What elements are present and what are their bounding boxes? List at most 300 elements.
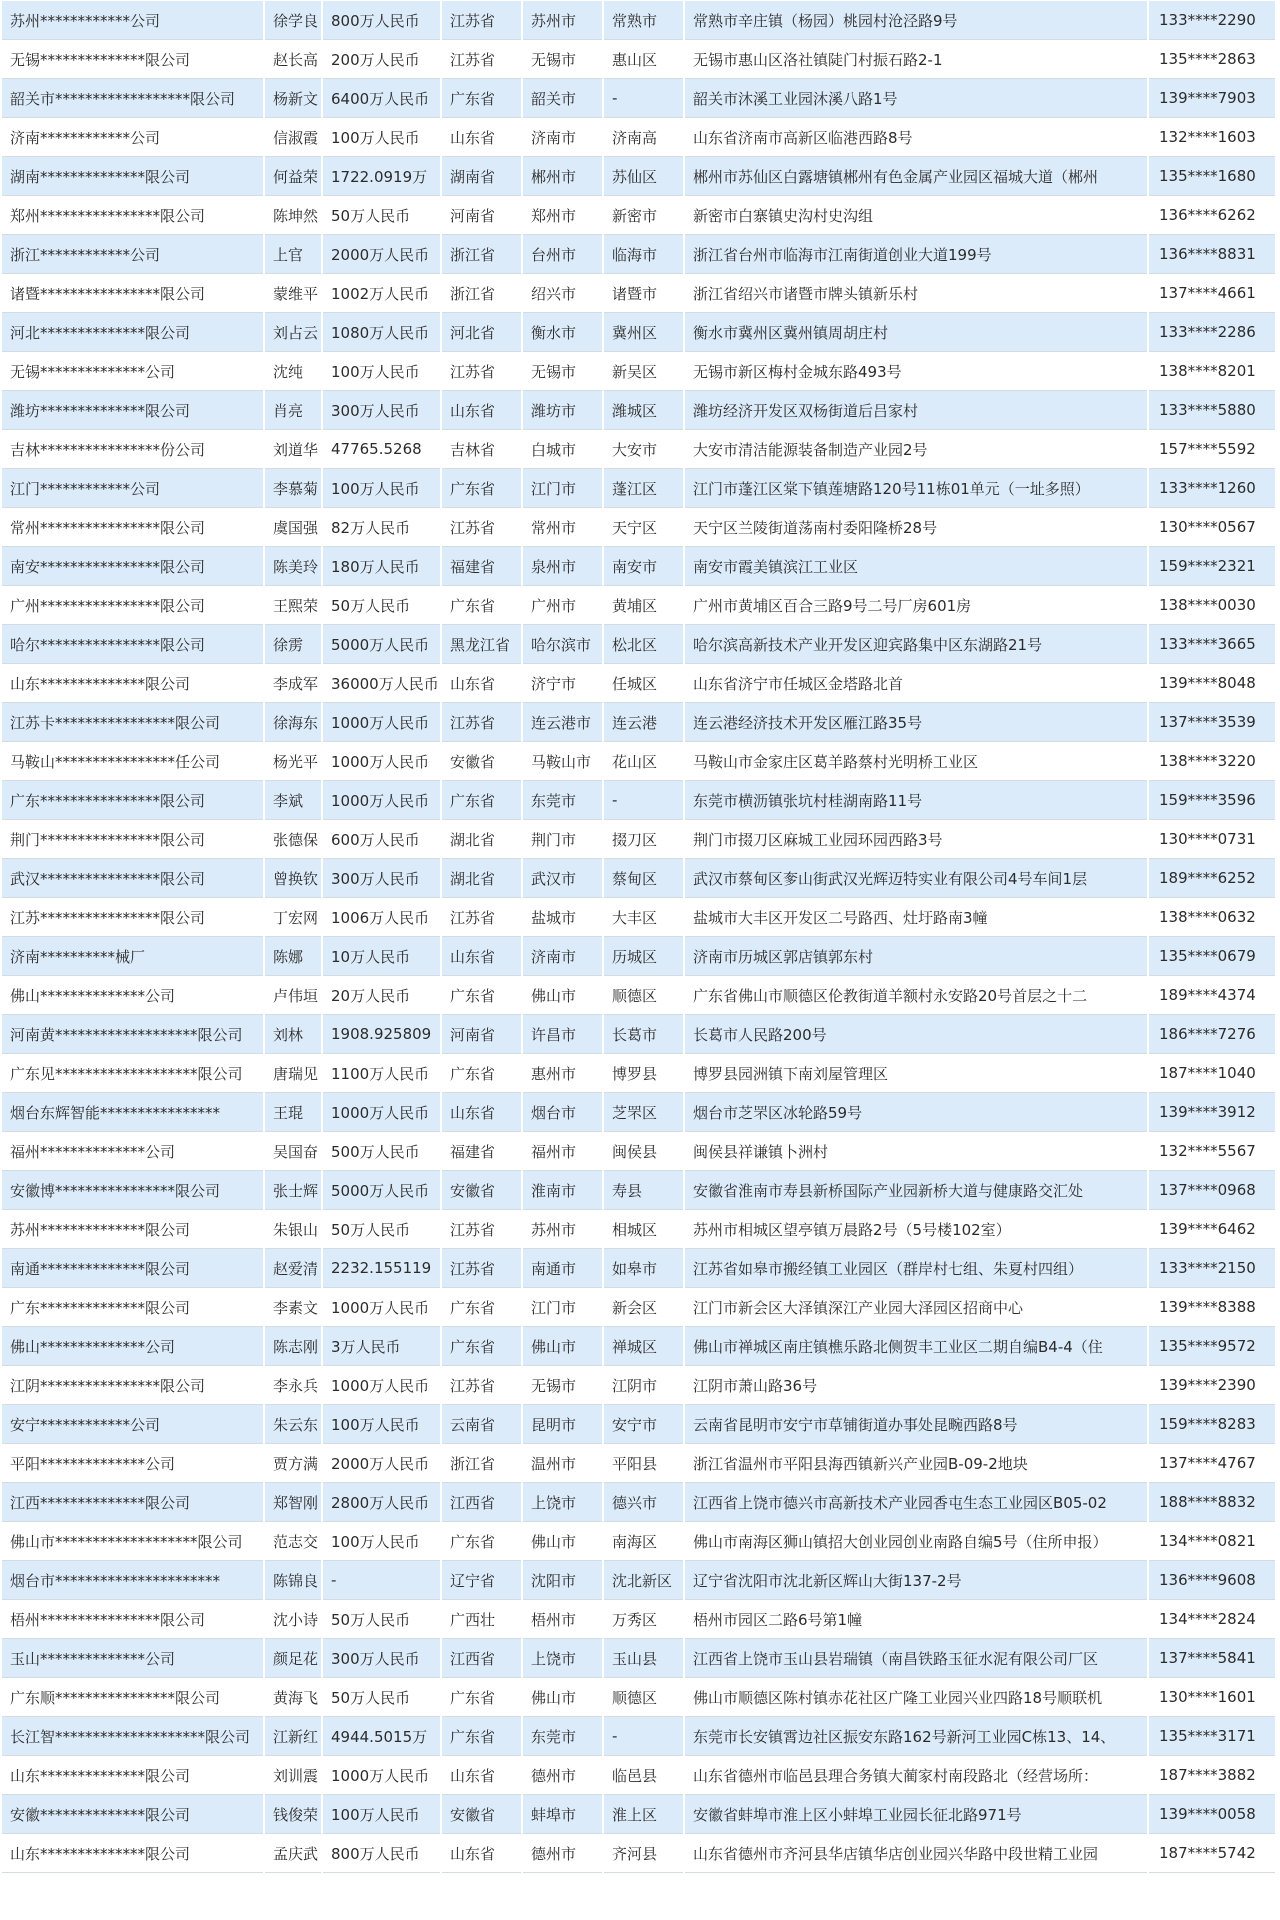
city-cell: 郑州市 [522, 196, 603, 235]
registered-capital-cell: 800万人民币 [322, 1, 441, 40]
table-row [1, 625, 1276, 664]
legal-rep-cell: 陈美玲 [264, 547, 322, 586]
address-cell: 佛山市南海区狮山镇招大创业园创业南路自编5号（住所申报） [684, 1522, 1148, 1561]
registered-capital-cell: 6400万人民币 [322, 79, 441, 118]
phone-cell: 134****0821 [1148, 1522, 1276, 1561]
province-cell: 福建省 [441, 1132, 522, 1171]
city-cell: 江门市 [522, 469, 603, 508]
province-cell: 广东省 [441, 1522, 522, 1561]
province-cell: 江苏省 [441, 1366, 522, 1405]
phone-cell: 132****5567 [1148, 1132, 1276, 1171]
phone-cell: 139****2390 [1148, 1366, 1276, 1405]
address-cell: 佛山市禅城区南庄镇樵乐路北侧贺丰工业区二期自编B4-4（住 [684, 1327, 1148, 1366]
company-name-cell: 佛山**************公司 [1, 1327, 264, 1366]
address-cell: 山东省济宁市任城区金塔路北首 [684, 664, 1148, 703]
phone-cell: 159****2321 [1148, 547, 1276, 586]
province-cell: 广东省 [441, 976, 522, 1015]
district-cell: 禅城区 [603, 1327, 684, 1366]
city-cell: 白城市 [522, 430, 603, 469]
phone-cell: 137****5841 [1148, 1639, 1276, 1678]
registered-capital-cell: - [322, 1561, 441, 1600]
address-cell: 荆门市掇刀区麻城工业园环园西路3号 [684, 820, 1148, 859]
company-name-cell: 济南**********械厂 [1, 937, 264, 976]
address-cell: 江门市蓬江区棠下镇莲塘路120号11栋01单元（一址多照） [684, 469, 1148, 508]
phone-cell: 136****6262 [1148, 196, 1276, 235]
legal-rep-cell: 杨光平 [264, 742, 322, 781]
phone-cell: 132****1603 [1148, 118, 1276, 157]
phone-cell: 187****5742 [1148, 1834, 1276, 1873]
company-name-cell: 安徽**************限公司 [1, 1795, 264, 1834]
table-row [1, 1756, 1276, 1795]
table-row [1, 1561, 1276, 1600]
registered-capital-cell: 5000万人民币 [322, 1171, 441, 1210]
province-cell: 广东省 [441, 1717, 522, 1756]
province-cell: 江苏省 [441, 703, 522, 742]
phone-cell: 134****2824 [1148, 1600, 1276, 1639]
district-cell: 历城区 [603, 937, 684, 976]
address-cell: 博罗县园洲镇下南刘屋管理区 [684, 1054, 1148, 1093]
company-name-cell: 武汉****************限公司 [1, 859, 264, 898]
province-cell: 山东省 [441, 1093, 522, 1132]
district-cell: 惠山区 [603, 40, 684, 79]
registered-capital-cell: 47765.5268 [322, 430, 441, 469]
registered-capital-cell: 2000万人民币 [322, 235, 441, 274]
legal-rep-cell: 陈坤然 [264, 196, 322, 235]
table-row [1, 313, 1276, 352]
company-name-cell: 河北**************限公司 [1, 313, 264, 352]
legal-rep-cell: 徐学良 [264, 1, 322, 40]
address-cell: 无锡市惠山区洛社镇陡门村振石路2-1 [684, 40, 1148, 79]
registered-capital-cell: 50万人民币 [322, 1210, 441, 1249]
address-cell: 江西省上饶市德兴市高新技术产业园香屯生态工业园区B05-02 [684, 1483, 1148, 1522]
table-row [1, 1522, 1276, 1561]
table-row [1, 859, 1276, 898]
phone-cell: 137****3539 [1148, 703, 1276, 742]
registered-capital-cell: 1100万人民币 [322, 1054, 441, 1093]
legal-rep-cell: 刘占云 [264, 313, 322, 352]
city-cell: 梧州市 [522, 1600, 603, 1639]
province-cell: 湖南省 [441, 157, 522, 196]
legal-rep-cell: 虞国强 [264, 508, 322, 547]
address-cell: 江西省上饶市玉山县岩瑞镇（南昌铁路玉征水泥有限公司厂区 [684, 1639, 1148, 1678]
district-cell: 博罗县 [603, 1054, 684, 1093]
company-name-cell: 广州****************限公司 [1, 586, 264, 625]
company-name-cell: 吉林****************份公司 [1, 430, 264, 469]
legal-rep-cell: 赵长高 [264, 40, 322, 79]
table-row [1, 352, 1276, 391]
registered-capital-cell: 100万人民币 [322, 352, 441, 391]
company-name-cell: 南安****************限公司 [1, 547, 264, 586]
district-cell: 临海市 [603, 235, 684, 274]
company-name-cell: 广东**************限公司 [1, 1288, 264, 1327]
company-name-cell: 山东**************限公司 [1, 1834, 264, 1873]
registered-capital-cell: 2232.155119 [322, 1249, 441, 1288]
phone-cell: 138****0030 [1148, 586, 1276, 625]
city-cell: 佛山市 [522, 1327, 603, 1366]
registered-capital-cell: 1002万人民币 [322, 274, 441, 313]
table-row [1, 118, 1276, 157]
table-row [1, 79, 1276, 118]
phone-cell: 137****0968 [1148, 1171, 1276, 1210]
company-name-cell: 无锡**************限公司 [1, 40, 264, 79]
address-cell: 安徽省蚌埠市淮上区小蚌埠工业园长征北路971号 [684, 1795, 1148, 1834]
city-cell: 烟台市 [522, 1093, 603, 1132]
province-cell: 山东省 [441, 1756, 522, 1795]
city-cell: 佛山市 [522, 1678, 603, 1717]
phone-cell: 133****2290 [1148, 1, 1276, 40]
company-name-cell: 济南************公司 [1, 118, 264, 157]
legal-rep-cell: 陈志刚 [264, 1327, 322, 1366]
company-name-cell: 河南黄*******************限公司 [1, 1015, 264, 1054]
registered-capital-cell: 1000万人民币 [322, 703, 441, 742]
company-name-cell: 平阳**************公司 [1, 1444, 264, 1483]
city-cell: 福州市 [522, 1132, 603, 1171]
province-cell: 江苏省 [441, 352, 522, 391]
registered-capital-cell: 1000万人民币 [322, 1093, 441, 1132]
city-cell: 佛山市 [522, 976, 603, 1015]
province-cell: 吉林省 [441, 430, 522, 469]
district-cell: 芝罘区 [603, 1093, 684, 1132]
table-row [1, 1405, 1276, 1444]
legal-rep-cell: 李慕菊 [264, 469, 322, 508]
address-cell: 云南省昆明市安宁市草铺街道办事处昆畹西路8号 [684, 1405, 1148, 1444]
province-cell: 江西省 [441, 1483, 522, 1522]
district-cell: 万秀区 [603, 1600, 684, 1639]
address-cell: 安徽省淮南市寿县新桥国际产业园新桥大道与健康路交汇处 [684, 1171, 1148, 1210]
address-cell: 江苏省如皋市搬经镇工业园区（群岸村七组、朱夏村四组） [684, 1249, 1148, 1288]
province-cell: 江苏省 [441, 1249, 522, 1288]
province-cell: 广东省 [441, 1288, 522, 1327]
city-cell: 常州市 [522, 508, 603, 547]
address-cell: 辽宁省沈阳市沈北新区辉山大街137-2号 [684, 1561, 1148, 1600]
phone-cell: 139****6462 [1148, 1210, 1276, 1249]
district-cell: 南安市 [603, 547, 684, 586]
city-cell: 韶关市 [522, 79, 603, 118]
city-cell: 哈尔滨市 [522, 625, 603, 664]
legal-rep-cell: 李斌 [264, 781, 322, 820]
province-cell: 广西壮 [441, 1600, 522, 1639]
district-cell: 大丰区 [603, 898, 684, 937]
company-name-cell: 江阴****************限公司 [1, 1366, 264, 1405]
city-cell: 昆明市 [522, 1405, 603, 1444]
company-name-cell: 江西**************限公司 [1, 1483, 264, 1522]
province-cell: 山东省 [441, 391, 522, 430]
table-row [1, 1678, 1276, 1717]
phone-cell: 135****3171 [1148, 1717, 1276, 1756]
table-row [1, 1600, 1276, 1639]
city-cell: 马鞍山市 [522, 742, 603, 781]
legal-rep-cell: 何益荣 [264, 157, 322, 196]
address-cell: 山东省济南市高新区临港西路8号 [684, 118, 1148, 157]
registered-capital-cell: 300万人民币 [322, 859, 441, 898]
address-cell: 常熟市辛庄镇（杨园）桃园村沧泾路9号 [684, 1, 1148, 40]
district-cell: 闽侯县 [603, 1132, 684, 1171]
legal-rep-cell: 沈小诗 [264, 1600, 322, 1639]
registered-capital-cell: 500万人民币 [322, 1132, 441, 1171]
address-cell: 长葛市人民路200号 [684, 1015, 1148, 1054]
registered-capital-cell: 300万人民币 [322, 391, 441, 430]
district-cell: 相城区 [603, 1210, 684, 1249]
legal-rep-cell: 徐雳 [264, 625, 322, 664]
phone-cell: 188****8832 [1148, 1483, 1276, 1522]
phone-cell: 187****3882 [1148, 1756, 1276, 1795]
district-cell: 冀州区 [603, 313, 684, 352]
district-cell: 淮上区 [603, 1795, 684, 1834]
phone-cell: 139****0058 [1148, 1795, 1276, 1834]
district-cell: - [603, 781, 684, 820]
registered-capital-cell: 100万人民币 [322, 1522, 441, 1561]
phone-cell: 135****0679 [1148, 937, 1276, 976]
address-cell: 江阴市萧山路36号 [684, 1366, 1148, 1405]
address-cell: 广东省佛山市顺德区伦教街道羊额村永安路20号首层之十二 [684, 976, 1148, 1015]
registered-capital-cell: 100万人民币 [322, 1405, 441, 1444]
address-cell: 山东省德州市临邑县理合务镇大蔺家村南段路北（经营场所： [684, 1756, 1148, 1795]
address-cell: 苏州市相城区望亭镇万晨路2号（5号楼102室） [684, 1210, 1148, 1249]
city-cell: 南通市 [522, 1249, 603, 1288]
company-name-cell: 苏州**************限公司 [1, 1210, 264, 1249]
company-name-cell: 江苏卡****************限公司 [1, 703, 264, 742]
legal-rep-cell: 唐瑞见 [264, 1054, 322, 1093]
phone-cell: 133****1260 [1148, 469, 1276, 508]
phone-cell: 135****1680 [1148, 157, 1276, 196]
address-cell: 哈尔滨高新技术产业开发区迎宾路集中区东湖路21号 [684, 625, 1148, 664]
city-cell: 潍坊市 [522, 391, 603, 430]
phone-cell: 136****8831 [1148, 235, 1276, 274]
district-cell: 大安市 [603, 430, 684, 469]
company-name-cell: 韶关市******************限公司 [1, 79, 264, 118]
district-cell: 安宁市 [603, 1405, 684, 1444]
phone-cell: 133****3665 [1148, 625, 1276, 664]
address-cell: 新密市白寨镇史沟村史沟组 [684, 196, 1148, 235]
company-name-cell: 诸暨****************限公司 [1, 274, 264, 313]
district-cell: - [603, 1717, 684, 1756]
table-row [1, 196, 1276, 235]
city-cell: 许昌市 [522, 1015, 603, 1054]
province-cell: 江西省 [441, 1639, 522, 1678]
company-name-cell: 湖南**************限公司 [1, 157, 264, 196]
registered-capital-cell: 300万人民币 [322, 1639, 441, 1678]
city-cell: 蚌埠市 [522, 1795, 603, 1834]
district-cell: 临邑县 [603, 1756, 684, 1795]
phone-cell: 133****2150 [1148, 1249, 1276, 1288]
province-cell: 广东省 [441, 1054, 522, 1093]
city-cell: 连云港市 [522, 703, 603, 742]
phone-cell: 139****8388 [1148, 1288, 1276, 1327]
table-row [1, 1171, 1276, 1210]
district-cell: 济南高 [603, 118, 684, 157]
registered-capital-cell: 5000万人民币 [322, 625, 441, 664]
province-cell: 广东省 [441, 79, 522, 118]
table-row [1, 1093, 1276, 1132]
district-cell: 寿县 [603, 1171, 684, 1210]
city-cell: 郴州市 [522, 157, 603, 196]
registered-capital-cell: 100万人民币 [322, 1795, 441, 1834]
district-cell: 长葛市 [603, 1015, 684, 1054]
legal-rep-cell: 朱云东 [264, 1405, 322, 1444]
city-cell: 济南市 [522, 118, 603, 157]
address-cell: 郴州市苏仙区白露塘镇郴州有色金属产业园区福城大道（郴州 [684, 157, 1148, 196]
table-row [1, 40, 1276, 79]
city-cell: 无锡市 [522, 352, 603, 391]
address-cell: 江门市新会区大泽镇深江产业园大泽园区招商中心 [684, 1288, 1148, 1327]
legal-rep-cell: 张德保 [264, 820, 322, 859]
company-name-cell: 郑州****************限公司 [1, 196, 264, 235]
table-row [1, 781, 1276, 820]
city-cell: 惠州市 [522, 1054, 603, 1093]
phone-cell: 138****0632 [1148, 898, 1276, 937]
legal-rep-cell: 王琨 [264, 1093, 322, 1132]
legal-rep-cell: 江新红 [264, 1717, 322, 1756]
province-cell: 辽宁省 [441, 1561, 522, 1600]
table-row [1, 1717, 1276, 1756]
phone-cell: 135****2863 [1148, 40, 1276, 79]
legal-rep-cell: 吴国奋 [264, 1132, 322, 1171]
city-cell: 东莞市 [522, 1717, 603, 1756]
legal-rep-cell: 曾换钦 [264, 859, 322, 898]
province-cell: 福建省 [441, 547, 522, 586]
city-cell: 江门市 [522, 1288, 603, 1327]
legal-rep-cell: 陈娜 [264, 937, 322, 976]
table-row [1, 664, 1276, 703]
address-cell: 无锡市新区梅村金城东路493号 [684, 352, 1148, 391]
registered-capital-cell: 82万人民币 [322, 508, 441, 547]
legal-rep-cell: 朱银山 [264, 1210, 322, 1249]
registered-capital-cell: 10万人民币 [322, 937, 441, 976]
province-cell: 广东省 [441, 469, 522, 508]
legal-rep-cell: 张士辉 [264, 1171, 322, 1210]
phone-cell: 139****7903 [1148, 79, 1276, 118]
table-row [1, 976, 1276, 1015]
province-cell: 河南省 [441, 1015, 522, 1054]
phone-cell: 189****4374 [1148, 976, 1276, 1015]
company-name-cell: 广东见*******************限公司 [1, 1054, 264, 1093]
phone-cell: 159****3596 [1148, 781, 1276, 820]
registered-capital-cell: 1000万人民币 [322, 1366, 441, 1405]
address-cell: 佛山市顺德区陈村镇赤花社区广隆工业园兴业四路18号顺联机 [684, 1678, 1148, 1717]
registered-capital-cell: 100万人民币 [322, 469, 441, 508]
legal-rep-cell: 刘训震 [264, 1756, 322, 1795]
company-name-cell: 山东**************限公司 [1, 664, 264, 703]
address-cell: 连云港经济技术开发区雁江路35号 [684, 703, 1148, 742]
table-row [1, 1, 1276, 40]
registered-capital-cell: 50万人民币 [322, 1600, 441, 1639]
company-name-cell: 山东**************限公司 [1, 1756, 264, 1795]
city-cell: 德州市 [522, 1834, 603, 1873]
province-cell: 广东省 [441, 586, 522, 625]
province-cell: 河南省 [441, 196, 522, 235]
table-row [1, 1795, 1276, 1834]
address-cell: 潍坊经济开发区双杨街道后吕家村 [684, 391, 1148, 430]
address-cell: 东莞市横沥镇张坑村桂湖南路11号 [684, 781, 1148, 820]
table-row [1, 469, 1276, 508]
district-cell: 连云港 [603, 703, 684, 742]
company-name-cell: 江门************公司 [1, 469, 264, 508]
table-row [1, 1210, 1276, 1249]
phone-cell: 138****3220 [1148, 742, 1276, 781]
phone-cell: 133****2286 [1148, 313, 1276, 352]
city-cell: 温州市 [522, 1444, 603, 1483]
address-cell: 山东省德州市齐河县华店镇华店创业园兴华路中段世精工业园 [684, 1834, 1148, 1873]
registered-capital-cell: 50万人民币 [322, 586, 441, 625]
city-cell: 绍兴市 [522, 274, 603, 313]
table-row [1, 937, 1276, 976]
company-name-cell: 烟台东辉智能**************** [1, 1093, 264, 1132]
phone-cell: 139****8048 [1148, 664, 1276, 703]
registered-capital-cell: 100万人民币 [322, 118, 441, 157]
address-cell: 东莞市长安镇霄边社区振安东路162号新河工业园C栋13、14、 [684, 1717, 1148, 1756]
district-cell: 苏仙区 [603, 157, 684, 196]
table-row [1, 547, 1276, 586]
district-cell: 沈北新区 [603, 1561, 684, 1600]
registered-capital-cell: 36000万人民币 [322, 664, 441, 703]
phone-cell: 136****9608 [1148, 1561, 1276, 1600]
table-row [1, 1444, 1276, 1483]
company-name-cell: 梧州****************限公司 [1, 1600, 264, 1639]
table-row [1, 391, 1276, 430]
province-cell: 河北省 [441, 313, 522, 352]
table-row [1, 1483, 1276, 1522]
table-row [1, 235, 1276, 274]
city-cell: 泉州市 [522, 547, 603, 586]
address-cell: 烟台市芝罘区冰轮路59号 [684, 1093, 1148, 1132]
address-cell: 南安市霞美镇滨江工业区 [684, 547, 1148, 586]
company-name-cell: 福州**************公司 [1, 1132, 264, 1171]
address-cell: 马鞍山市金家庄区葛羊路蔡村光明桥工业区 [684, 742, 1148, 781]
province-cell: 山东省 [441, 937, 522, 976]
legal-rep-cell: 卢伟垣 [264, 976, 322, 1015]
district-cell: 花山区 [603, 742, 684, 781]
province-cell: 广东省 [441, 1327, 522, 1366]
table-row [1, 1015, 1276, 1054]
province-cell: 江苏省 [441, 1, 522, 40]
legal-rep-cell: 丁宏网 [264, 898, 322, 937]
province-cell: 山东省 [441, 1834, 522, 1873]
district-cell: 天宁区 [603, 508, 684, 547]
district-cell: 蔡甸区 [603, 859, 684, 898]
address-cell: 天宁区兰陵街道荡南村委阳隆桥28号 [684, 508, 1148, 547]
legal-rep-cell: 徐海东 [264, 703, 322, 742]
registered-capital-cell: 3万人民币 [322, 1327, 441, 1366]
table-body [1, 1, 1276, 1873]
city-cell: 上饶市 [522, 1483, 603, 1522]
address-cell: 梧州市园区二路6号第1幢 [684, 1600, 1148, 1639]
district-cell: 顺德区 [603, 976, 684, 1015]
district-cell: 顺德区 [603, 1678, 684, 1717]
district-cell: 松北区 [603, 625, 684, 664]
company-name-cell: 南通**************限公司 [1, 1249, 264, 1288]
legal-rep-cell: 陈锦良 [264, 1561, 322, 1600]
city-cell: 广州市 [522, 586, 603, 625]
registered-capital-cell: 1000万人民币 [322, 1288, 441, 1327]
registered-capital-cell: 1000万人民币 [322, 742, 441, 781]
registered-capital-cell: 1006万人民币 [322, 898, 441, 937]
address-cell: 衡水市冀州区冀州镇周胡庄村 [684, 313, 1148, 352]
company-name-cell: 玉山**************公司 [1, 1639, 264, 1678]
legal-rep-cell: 李永兵 [264, 1366, 322, 1405]
district-cell: 玉山县 [603, 1639, 684, 1678]
district-cell: - [603, 79, 684, 118]
address-cell: 韶关市沐溪工业园沐溪八路1号 [684, 79, 1148, 118]
phone-cell: 137****4767 [1148, 1444, 1276, 1483]
district-cell: 新密市 [603, 196, 684, 235]
city-cell: 沈阳市 [522, 1561, 603, 1600]
phone-cell: 157****5592 [1148, 430, 1276, 469]
district-cell: 南海区 [603, 1522, 684, 1561]
registered-capital-cell: 1722.0919万 [322, 157, 441, 196]
table-row [1, 1366, 1276, 1405]
district-cell: 蓬江区 [603, 469, 684, 508]
legal-rep-cell: 贾方满 [264, 1444, 322, 1483]
